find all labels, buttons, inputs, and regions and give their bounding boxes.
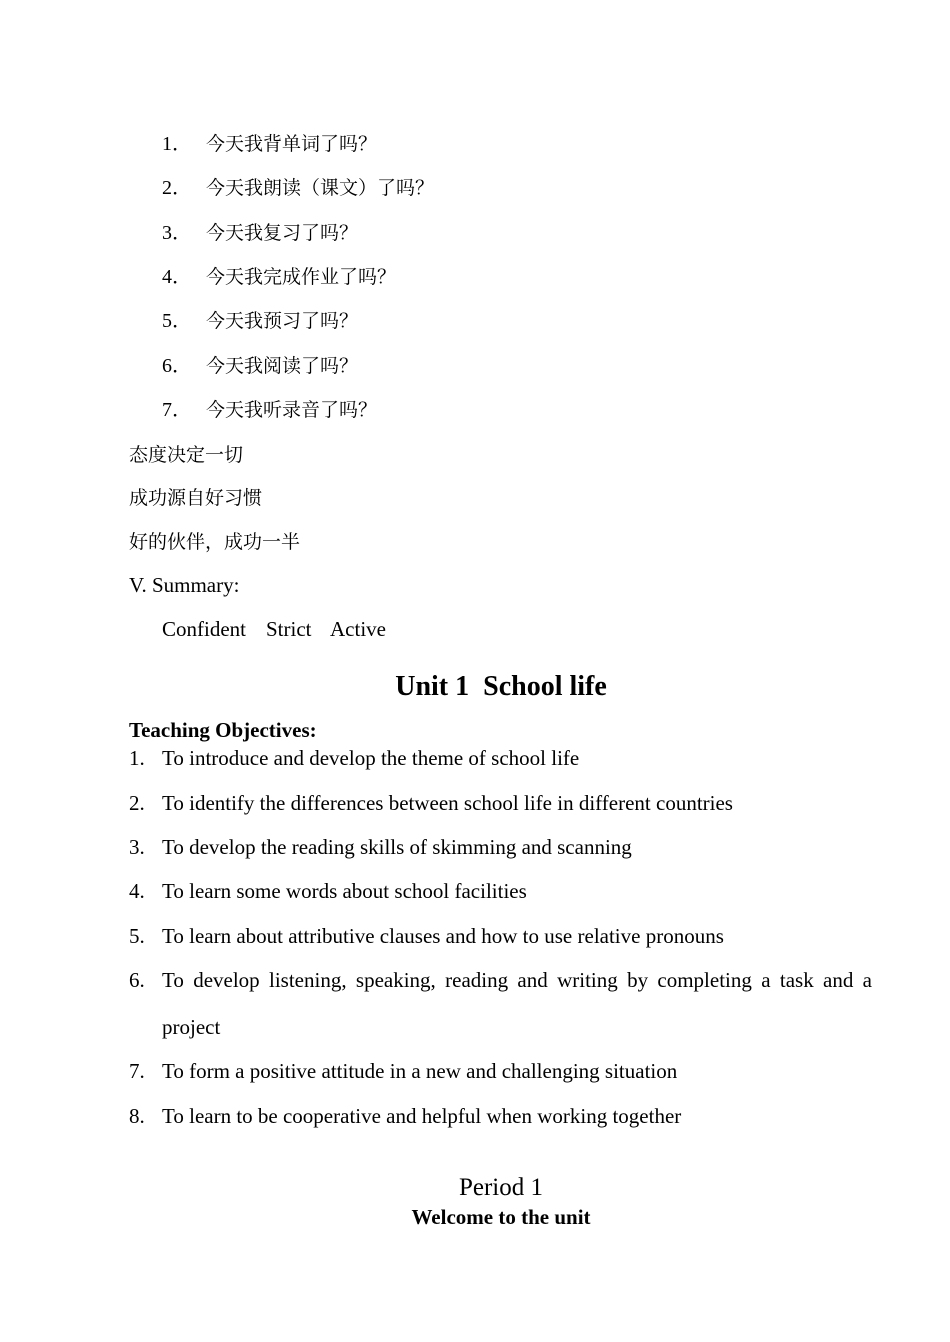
objective-text: To learn some words about school facilities (162, 879, 527, 903)
habit-number: 5． (162, 310, 192, 332)
objective-number: 1. (129, 746, 145, 770)
habit-text: 今天我背单词了吗？ (206, 133, 378, 155)
summary-heading: V. Summary: (129, 573, 240, 597)
habit-number: 6． (162, 355, 192, 377)
habit-number: 3． (162, 222, 192, 244)
motto-line: 成功源自好习惯 (129, 487, 263, 509)
period-subtitle: Welcome to the unit (411, 1205, 591, 1229)
habit-text: 今天我复习了吗？ (206, 222, 359, 244)
habit-text: 今天我阅读了吗？ (206, 355, 359, 377)
objective-number: 6. (129, 968, 145, 992)
habit-text: 今天我听录音了吗？ (206, 399, 378, 421)
objective-text: To introduce and develop the theme of school life (162, 746, 580, 770)
summary-word: Active (330, 617, 386, 641)
habit-number: 7． (162, 399, 192, 421)
habit-text: 今天我预习了吗？ (206, 310, 359, 332)
objective-text: To develop listening, speaking, reading and writing by completing a task and a (162, 968, 872, 992)
objective-number: 8. (129, 1104, 145, 1128)
summary-word: Strict (266, 617, 312, 641)
period-title: Period 1 (458, 1174, 544, 1201)
habit-number: 1． (162, 133, 192, 155)
habit-number: 2． (162, 177, 192, 199)
objective-text: To form a positive attitude in a new and challenging situation (162, 1059, 678, 1083)
objective-text: To learn to be cooperative and helpful when working together (162, 1104, 682, 1128)
objective-text: To identify the differences between school life in different countries (162, 791, 733, 815)
objective-text-continuation: project (162, 1015, 221, 1039)
objective-number: 2. (129, 791, 145, 815)
habit-number: 4． (162, 266, 192, 288)
motto-line: 好的伙伴，成功一半 (129, 531, 301, 553)
objective-text: To learn about attributive clauses and how to use relative pronouns (162, 924, 724, 948)
objective-number: 5. (129, 924, 145, 948)
summary-word: Confident (162, 617, 246, 641)
objective-text: To develop the reading skills of skimming and scanning (162, 835, 632, 859)
habit-text: 今天我朗读（课文）了吗？ (206, 177, 435, 199)
objectives-heading: Teaching Objectives: (129, 718, 317, 742)
objective-number: 3. (129, 835, 145, 859)
objective-number: 4. (129, 879, 145, 903)
motto-line: 态度决定一切 (129, 444, 244, 466)
unit-title: Unit 1 School life (395, 671, 607, 702)
habit-text: 今天我完成作业了吗？ (206, 266, 397, 288)
objective-number: 7. (129, 1059, 145, 1083)
